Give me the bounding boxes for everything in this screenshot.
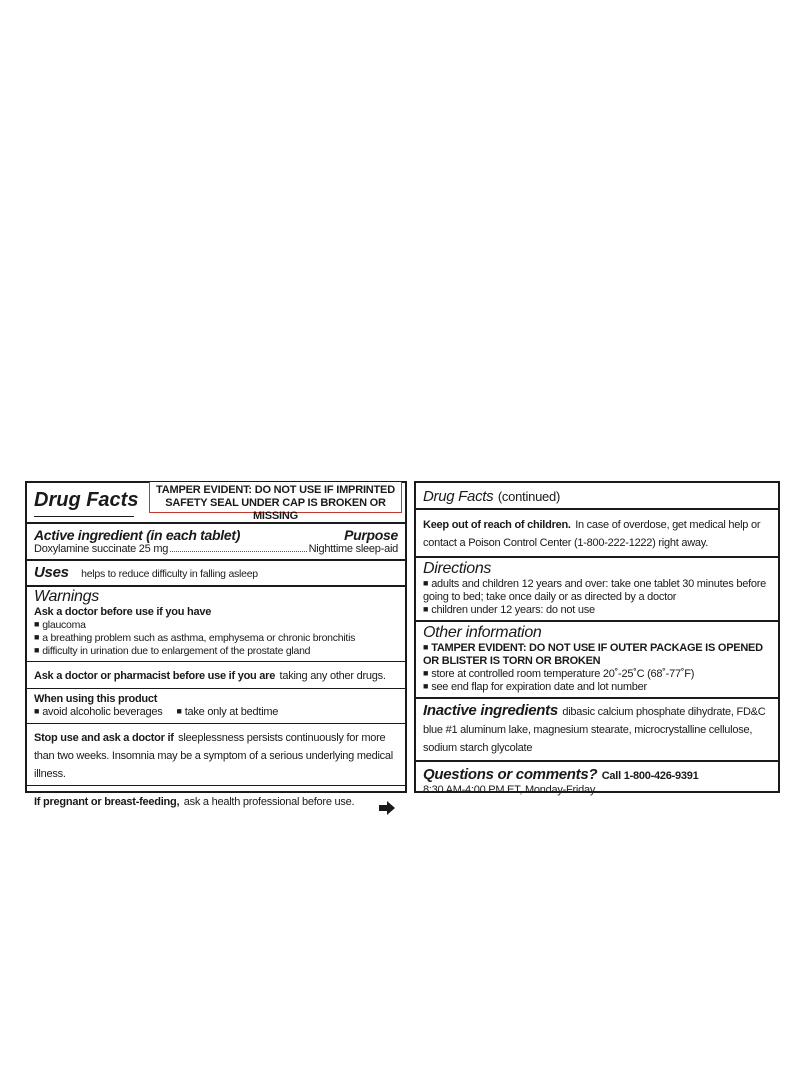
uses-section bbox=[27, 561, 405, 587]
title-rule bbox=[34, 516, 134, 517]
when-using-section bbox=[27, 689, 405, 724]
directions-section bbox=[416, 558, 778, 622]
drug-facts-header bbox=[27, 483, 405, 522]
other-info-item: ■ store at controlled room temperature 20˚-25˚C (68˚-77˚F) bbox=[423, 668, 771, 681]
direction-item: ■ adults and children 12 years and over: take one tablet 30 minutes before going to bed; take once daily or as directed by a doctor bbox=[423, 578, 771, 604]
tamper-line-2: SAFETY SEAL UNDER CAP IS BROKEN OR MISSING bbox=[165, 497, 386, 522]
ask-item: ■ glaucoma bbox=[34, 619, 398, 632]
drug-facts-panel-right bbox=[414, 481, 780, 796]
continued-header bbox=[416, 483, 778, 510]
inactive-text: dibasic calcium phosphate dihydrate, FD&C blue #1 aluminum lake, magnesium stearate, microcrystalline cellulose, sodium starch glycolate bbox=[423, 706, 766, 754]
uses-heading: Uses bbox=[34, 564, 69, 581]
ask-doctor-heading: Ask a doctor before use if you have bbox=[34, 606, 212, 618]
continue-arrow-icon bbox=[379, 801, 395, 815]
tamper-evident-notice bbox=[149, 482, 402, 522]
when-using-item: ■ take only at bedtime bbox=[177, 706, 279, 719]
active-ingredient-purpose: Nighttime sleep-aid bbox=[308, 543, 398, 555]
continued-title: Drug Facts bbox=[423, 488, 494, 505]
inactive-heading: Inactive ingredients bbox=[423, 702, 558, 719]
other-info-tamper: ■ TAMPER EVIDENT: DO NOT USE IF OUTER PACKAGE IS OPENED OR BLISTER IS TORN OR BROKEN bbox=[423, 642, 771, 668]
other-info-section bbox=[416, 622, 778, 699]
active-ingredient-heading: Active ingredient (in each tablet) bbox=[34, 527, 241, 543]
keep-out-text: In case of overdose, get medical help or contact a Poison Control Center (1-800-222-1222) right away. bbox=[423, 519, 761, 549]
direction-item: ■ children under 12 years: do not use bbox=[423, 604, 771, 617]
inactive-ingredients-section bbox=[416, 699, 778, 762]
other-info-heading: Other information bbox=[423, 624, 542, 641]
stop-use-section bbox=[27, 724, 405, 786]
questions-hours: 8:30 AM-4:00 PM ET, Monday-Friday bbox=[423, 784, 596, 796]
warnings-heading: Warnings bbox=[34, 588, 99, 605]
questions-phone: Call 1-800-426-9391 bbox=[601, 770, 699, 782]
directions-heading: Directions bbox=[423, 560, 492, 577]
continued-suffix: (continued) bbox=[497, 489, 561, 504]
ask-pharmacist-text: taking any other drugs. bbox=[279, 670, 386, 682]
questions-section bbox=[416, 762, 778, 800]
uses-text: helps to reduce difficulty in falling asleep bbox=[81, 568, 258, 580]
keep-out-section bbox=[416, 510, 778, 558]
warnings-section bbox=[27, 587, 405, 662]
when-using-heading: When using this product bbox=[34, 693, 158, 705]
keep-out-bold: Keep out of reach of children. bbox=[423, 519, 571, 531]
tamper-line-1: TAMPER EVIDENT: DO NOT USE IF IMPRINTED bbox=[156, 484, 395, 496]
purpose-heading: Purpose bbox=[344, 527, 398, 543]
ask-item: ■ a breathing problem such as asthma, emphysema or chronic bronchitis bbox=[34, 632, 398, 645]
stop-use-bold: Stop use and ask a doctor if bbox=[34, 732, 174, 744]
ask-pharmacist-bold: Ask a doctor or pharmacist before use if you are bbox=[34, 670, 276, 682]
ask-pharmacist-section bbox=[27, 662, 405, 689]
dot-leader bbox=[170, 550, 306, 552]
when-using-item: ■ avoid alcoholic beverages bbox=[34, 706, 163, 719]
questions-heading: Questions or comments? bbox=[423, 766, 598, 783]
drug-facts-panel-left bbox=[25, 481, 407, 808]
pregnancy-bold: If pregnant or breast-feeding, bbox=[34, 796, 180, 808]
ask-item: ■ difficulty in urination due to enlargement of the prostate gland bbox=[34, 645, 398, 658]
stop-use-text: sleeplessness persists continuously for more than two weeks. Insomnia may be a symptom of a serious underlying medical illness. bbox=[34, 732, 393, 780]
pregnancy-text: ask a health professional before use. bbox=[183, 796, 355, 808]
active-ingredient-row bbox=[34, 543, 398, 556]
active-ingredient-name: Doxylamine succinate 25 mg bbox=[34, 543, 169, 555]
other-info-item: ■ see end flap for expiration date and lot number bbox=[423, 681, 771, 694]
drug-facts-title: Drug Facts bbox=[34, 489, 139, 511]
pregnancy-section bbox=[27, 786, 405, 819]
active-ingredient-section bbox=[27, 522, 405, 561]
